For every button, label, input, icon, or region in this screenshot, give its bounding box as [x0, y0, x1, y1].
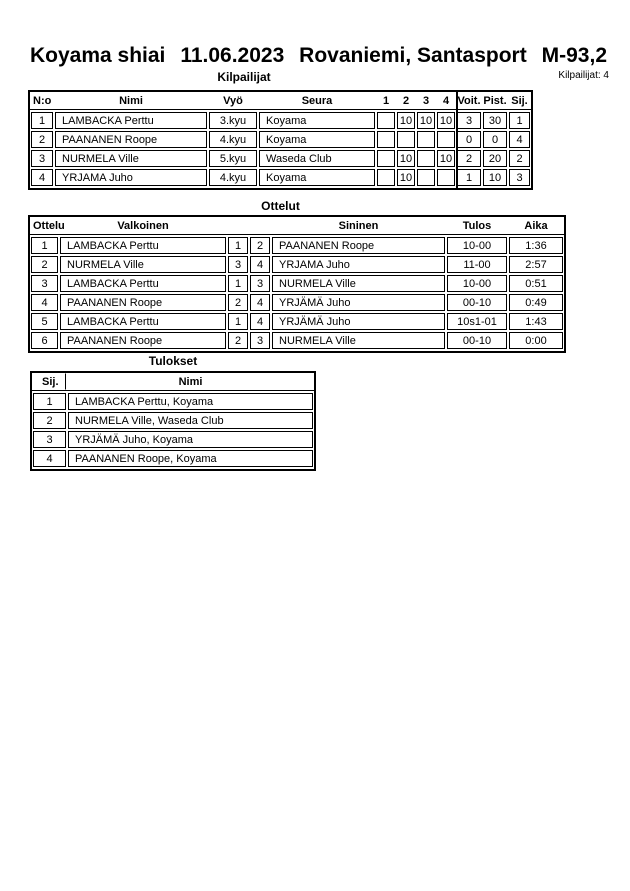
points-cell: 0: [483, 131, 507, 148]
blue-no-cell: 3: [250, 275, 270, 292]
club-cell: Koyama: [259, 131, 375, 148]
name-cell: NURMELA Ville: [55, 150, 207, 167]
belt-cell: 4.kyu: [209, 131, 257, 148]
result-name-cell: YRJÄMÄ Juho, Koyama: [68, 431, 313, 448]
results-section-heading: Tulokset: [148, 354, 198, 368]
matches-col-no: Ottelu: [33, 219, 65, 232]
matches-table-header: [30, 217, 564, 235]
result-row: [33, 431, 313, 448]
blue-name-cell: PAANANEN Roope: [272, 237, 445, 254]
match2-cell: 10: [397, 112, 415, 129]
competitors-col-m3: 3: [422, 94, 430, 107]
place-cell: 1: [509, 112, 530, 129]
result-cell: 00-10: [447, 294, 507, 311]
competitors-col-wins: Voit.: [457, 94, 481, 107]
match-row: [31, 332, 563, 349]
match3-cell: 10: [417, 112, 435, 129]
blue-no-cell: 3: [250, 332, 270, 349]
competitors-section-heading: Kilpailijat: [217, 70, 271, 84]
competitors-col-m4: 4: [442, 94, 450, 107]
points-cell: 30: [483, 112, 507, 129]
white-name-cell: LAMBACKA Perttu: [60, 275, 226, 292]
matches-section-heading: Ottelut: [261, 199, 300, 213]
match-row: [31, 294, 563, 311]
result-cell: 10-00: [447, 237, 507, 254]
no-cell: 1: [31, 112, 53, 129]
white-name-cell: PAANANEN Roope: [60, 294, 226, 311]
match-no-cell: 2: [31, 256, 58, 273]
results-col-name: Nimi: [178, 375, 203, 388]
result-row: [33, 393, 313, 410]
white-name-cell: PAANANEN Roope: [60, 332, 226, 349]
white-no-cell: 1: [228, 275, 248, 292]
club-cell: Waseda Club: [259, 150, 375, 167]
match4-cell: 10: [437, 150, 455, 167]
title-location: Rovaniemi, Santasport: [299, 44, 527, 67]
result-name-cell: NURMELA Ville, Waseda Club: [68, 412, 313, 429]
match-row: [31, 313, 563, 330]
result-cell: 10s1-01: [447, 313, 507, 330]
matches-col-result: Tulos: [462, 219, 492, 232]
time-cell: 0:00: [509, 332, 563, 349]
match-no-cell: 3: [31, 275, 58, 292]
match-no-cell: 6: [31, 332, 58, 349]
match-no-cell: 4: [31, 294, 58, 311]
name-cell: YRJAMA Juho: [55, 169, 207, 186]
place-cell: 3: [509, 169, 530, 186]
result-cell: 10-00: [447, 275, 507, 292]
matches-table-body: [30, 237, 564, 349]
time-cell: 0:49: [509, 294, 563, 311]
blue-name-cell: YRJAMA Juho: [272, 256, 445, 273]
match4-cell: 10: [437, 112, 455, 129]
match-row: [31, 275, 563, 292]
place-cell: 4: [509, 131, 530, 148]
match2-cell: 10: [397, 150, 415, 167]
match2-cell: 10: [397, 169, 415, 186]
match2-cell: [397, 131, 415, 148]
time-cell: 1:36: [509, 237, 563, 254]
wins-cell: 0: [457, 131, 481, 148]
results-table: [30, 371, 316, 471]
white-name-cell: LAMBACKA Perttu: [60, 313, 226, 330]
belt-cell: 3.kyu: [209, 112, 257, 129]
club-cell: Koyama: [259, 112, 375, 129]
white-no-cell: 2: [228, 294, 248, 311]
match1-cell: [377, 169, 395, 186]
results-table-header: [32, 373, 314, 391]
match1-cell: [377, 112, 395, 129]
no-cell: 3: [31, 150, 53, 167]
white-name-cell: NURMELA Ville: [60, 256, 226, 273]
time-cell: 1:43: [509, 313, 563, 330]
result-place-cell: 4: [33, 450, 66, 467]
time-cell: 2:57: [509, 256, 563, 273]
blue-no-cell: 4: [250, 256, 270, 273]
belt-cell: 5.kyu: [209, 150, 257, 167]
competitors-col-m1: 1: [382, 94, 390, 107]
competitors-col-name: Nimi: [119, 94, 143, 107]
result-name-cell: PAANANEN Roope, Koyama: [68, 450, 313, 467]
white-no-cell: 1: [228, 313, 248, 330]
blue-no-cell: 4: [250, 313, 270, 330]
points-cell: 20: [483, 150, 507, 167]
time-cell: 0:51: [509, 275, 563, 292]
title-weight-category: M-93,2: [541, 44, 607, 67]
match-no-cell: 1: [31, 237, 58, 254]
match4-cell: [437, 169, 455, 186]
matches-col-white: Valkoinen: [117, 219, 169, 232]
points-cell: 10: [483, 169, 507, 186]
blue-no-cell: 4: [250, 294, 270, 311]
result-row: [33, 412, 313, 429]
club-cell: Koyama: [259, 169, 375, 186]
no-cell: 4: [31, 169, 53, 186]
matches-col-wn: [228, 218, 248, 233]
competitors-col-no: N:o: [33, 94, 52, 107]
matches-col-bn: [250, 218, 270, 233]
match4-cell: [437, 131, 455, 148]
result-row: [33, 450, 313, 467]
competitors-col-m2: 2: [402, 94, 410, 107]
match3-cell: [417, 169, 435, 186]
wins-cell: 2: [457, 150, 481, 167]
match-row: [31, 237, 563, 254]
results-col-place: Sij.: [33, 373, 66, 390]
name-cell: LAMBACKA Perttu: [55, 112, 207, 129]
result-cell: 11-00: [447, 256, 507, 273]
results-table-body: [32, 393, 314, 467]
competitors-col-points: Pist.: [483, 94, 507, 107]
document-title: [30, 44, 607, 68]
match1-cell: [377, 150, 395, 167]
competitors-col-club: Seura: [301, 94, 333, 107]
white-no-cell: 1: [228, 237, 248, 254]
matches-col-blue: Sininen: [338, 219, 379, 232]
competitors-count-label: Kilpailijat: 4: [558, 70, 609, 81]
match3-cell: [417, 131, 435, 148]
match-no-cell: 5: [31, 313, 58, 330]
result-name-cell: LAMBACKA Perttu, Koyama: [68, 393, 313, 410]
white-name-cell: LAMBACKA Perttu: [60, 237, 226, 254]
result-place-cell: 2: [33, 412, 66, 429]
match3-cell: [417, 150, 435, 167]
white-no-cell: 3: [228, 256, 248, 273]
competitors-col-place: Sij.: [511, 94, 528, 107]
matches-col-time: Aika: [524, 219, 548, 232]
blue-name-cell: NURMELA Ville: [272, 275, 445, 292]
blue-name-cell: YRJÄMÄ Juho: [272, 313, 445, 330]
matches-table: [28, 215, 566, 353]
white-no-cell: 2: [228, 332, 248, 349]
title-event-name: Koyama shiai: [30, 44, 166, 67]
result-place-cell: 3: [33, 431, 66, 448]
name-cell: PAANANEN Roope: [55, 131, 207, 148]
no-cell: 2: [31, 131, 53, 148]
match-row: [31, 256, 563, 273]
wins-cell: 1: [457, 169, 481, 186]
result-place-cell: 1: [33, 393, 66, 410]
result-cell: 00-10: [447, 332, 507, 349]
belt-cell: 4.kyu: [209, 169, 257, 186]
blue-no-cell: 2: [250, 237, 270, 254]
title-date: 11.06.2023: [180, 44, 285, 67]
competitors-col-belt: Vyö: [223, 94, 243, 107]
match1-cell: [377, 131, 395, 148]
competitors-table-thick-divider: [456, 92, 458, 188]
blue-name-cell: YRJÄMÄ Juho: [272, 294, 445, 311]
place-cell: 2: [509, 150, 530, 167]
wins-cell: 3: [457, 112, 481, 129]
blue-name-cell: NURMELA Ville: [272, 332, 445, 349]
competitors-table: [28, 90, 533, 190]
